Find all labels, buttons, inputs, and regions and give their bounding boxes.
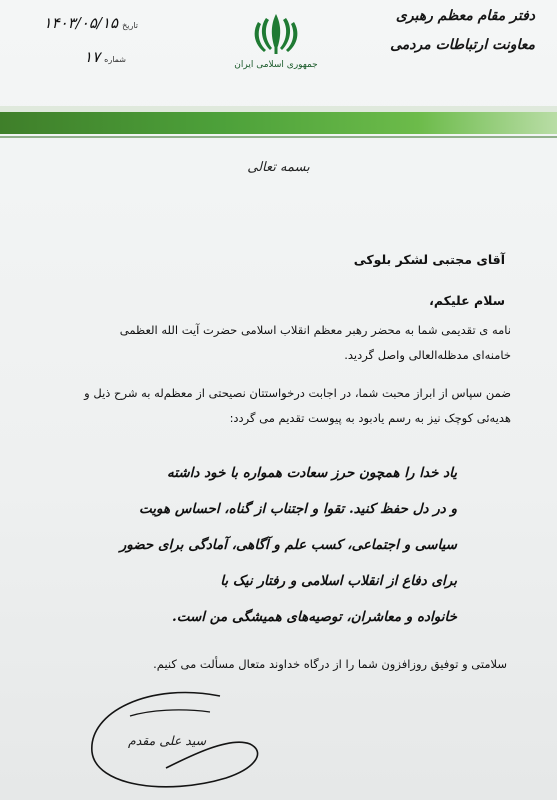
date-number-block (18, 14, 138, 66)
handwritten-advice (57, 455, 457, 635)
header-divider (0, 136, 557, 138)
handwritten-line: خانواده و معاشران، توصیه‌های همیشگی من است. (172, 609, 457, 625)
office-header (355, 6, 535, 56)
number-label: شماره (104, 55, 126, 64)
number-row (18, 48, 138, 66)
signature-name: سید علی مقدم (128, 733, 207, 748)
iran-emblem-icon (248, 10, 304, 58)
recipient-name: آقای مجتبی لشکر بلوکی (353, 252, 505, 267)
header-green-band (0, 112, 557, 134)
paragraph-1-line-2: خامنه‌ای مدظله‌العالی واصل گردید. (344, 348, 511, 362)
date-row (18, 14, 138, 32)
paragraph-2 (41, 381, 511, 431)
paragraph-1-line-1: نامه ی تقدیمی شما به محضر رهبر معظم انقلاب اسلامی حضرت آیت الله العظمی (119, 323, 511, 337)
greeting: سلام علیکم، (429, 293, 505, 308)
handwritten-line: یاد خدا را همچون حرز سعادت همواره با خود داشته (167, 465, 457, 481)
bismillah: بسمه تعالی (247, 160, 310, 175)
office-name: دفتر مقام معظم رهبری (395, 8, 535, 24)
paragraph-2-line-1: ضمن سپاس از ابراز محبت شما، در اجابت درخواستتان نصیحتی از معظم‌له به شرح ذیل و (84, 386, 511, 400)
handwritten-line: سیاسی و اجتماعی، کسب علم و آگاهی، آمادگی برای حضور (119, 537, 457, 553)
date-value: ۱۴۰۳/۰۵/۱۵ (43, 14, 119, 32)
handwritten-line: و در دل حفظ کنید. تقوا و اجتناب از گناه، احساس هویت (139, 501, 457, 517)
number-value: ۱۷ (84, 48, 101, 66)
closing-sentence: سلامتی و توفیق روزافزون شما را از درگاه خداوند متعال مسألت می کنیم. (153, 657, 507, 671)
handwritten-line: برای دفاع از انقلاب اسلامی و رفتار نیک با (220, 573, 457, 589)
date-label: تاریخ (122, 21, 138, 30)
paragraph-2-line-2: هدیه‌ئی کوچک نیز به رسم یادبود به پیوست تقدیم می گردد: (229, 411, 511, 425)
paragraph-1 (41, 318, 511, 368)
office-department: معاونت ارتباطات مردمی (390, 37, 535, 53)
emblem-caption: جمهوری اسلامی ایران (234, 60, 318, 70)
